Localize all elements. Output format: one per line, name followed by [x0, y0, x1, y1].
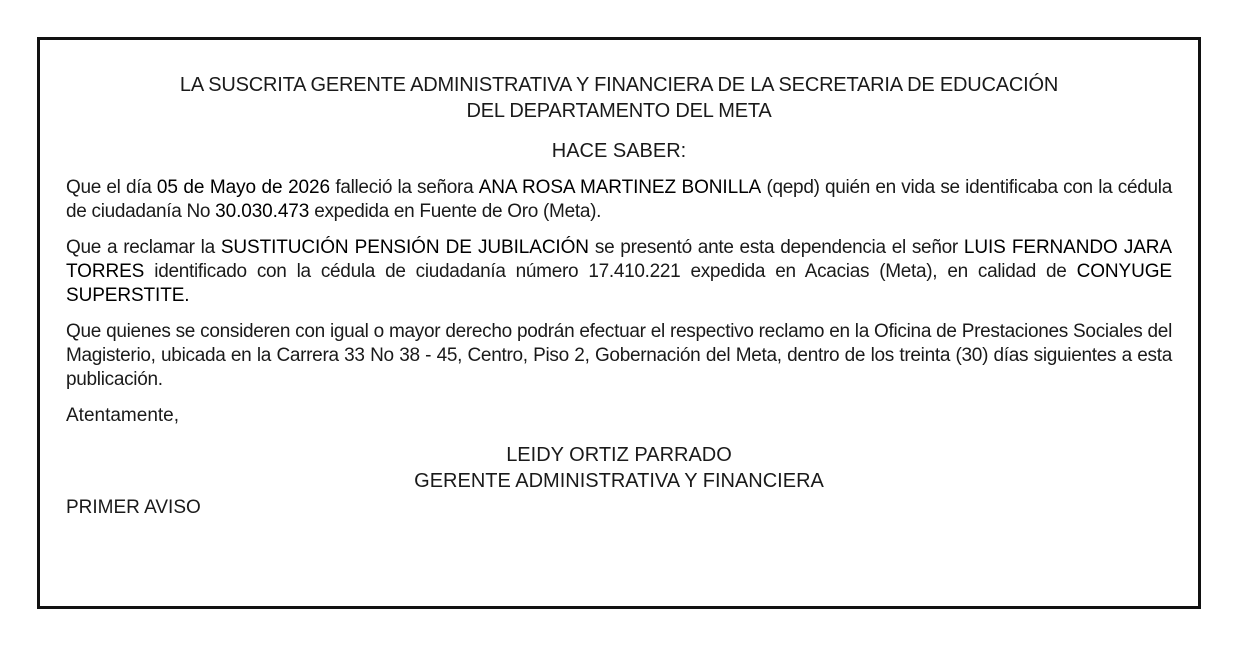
deceased-name: ANA ROSA MARTINEZ BONILLA — [478, 177, 762, 198]
notice-heading — [66, 72, 1172, 124]
signature-block — [66, 442, 1172, 494]
paragraph-rights: Que quienes se consideren con igual o mayor derecho podrán efectuar el respectivo reclamo en la Oficina de Prestaciones Sociales del Magisterio, ubicada en la Carrera 33 No 38 - 45, Centro, Piso 2, Gobernación del Meta, dentro de los treinta (30) días siguientes a esta publicación. — [66, 321, 1172, 390]
claimant-name: LUIS FERNANDO JARA TORRES — [66, 237, 1173, 282]
legal-notice-box — [37, 37, 1201, 609]
p1-text-2: falleció la señora — [329, 177, 479, 198]
hace-saber-title: HACE SABER: — [551, 140, 687, 162]
p1-text-3: (qepd) quién en vida se identificaba con la cédula de ciudadanía No — [66, 177, 1172, 222]
death-date: 05 de Mayo de 2026 — [156, 177, 330, 198]
claimant-role: CONYUGE SUPERSTITE. — [66, 261, 1172, 306]
aviso-label: PRIMER AVISO — [66, 497, 201, 518]
p2-text-1: Que a reclamar la — [66, 237, 221, 258]
paragraph-claim — [66, 236, 1172, 308]
signer-name: LEIDY ORTIZ PARRADO — [506, 444, 732, 466]
heading-line-2: DEL DEPARTAMENTO DEL META — [466, 100, 772, 122]
p1-text-1: Que el día — [66, 177, 157, 198]
deceased-id-number: 30.030.473 — [215, 201, 310, 222]
claim-type: SUSTITUCIÓN PENSIÓN DE JUBILACIÓN — [220, 237, 589, 258]
p1-text-4: expedida en Fuente de Oro (Meta). — [309, 201, 602, 222]
p2-text-2: se presentó ante esta dependencia el señor — [588, 237, 964, 258]
closing-salutation: Atentamente, — [66, 405, 180, 426]
heading-line-1: LA SUSCRITA GERENTE ADMINISTRATIVA Y FINANCIERA DE LA SECRETARIA DE EDUCACIÓN — [179, 74, 1059, 96]
signer-title: GERENTE ADMINISTRATIVA Y FINANCIERA — [414, 470, 824, 492]
paragraph-death-notice — [66, 176, 1172, 224]
p2-text-3: identificado con la cédula de ciudadanía número 17.410.221 expedida en Acacias (Meta), en calidad de — [144, 261, 1077, 282]
